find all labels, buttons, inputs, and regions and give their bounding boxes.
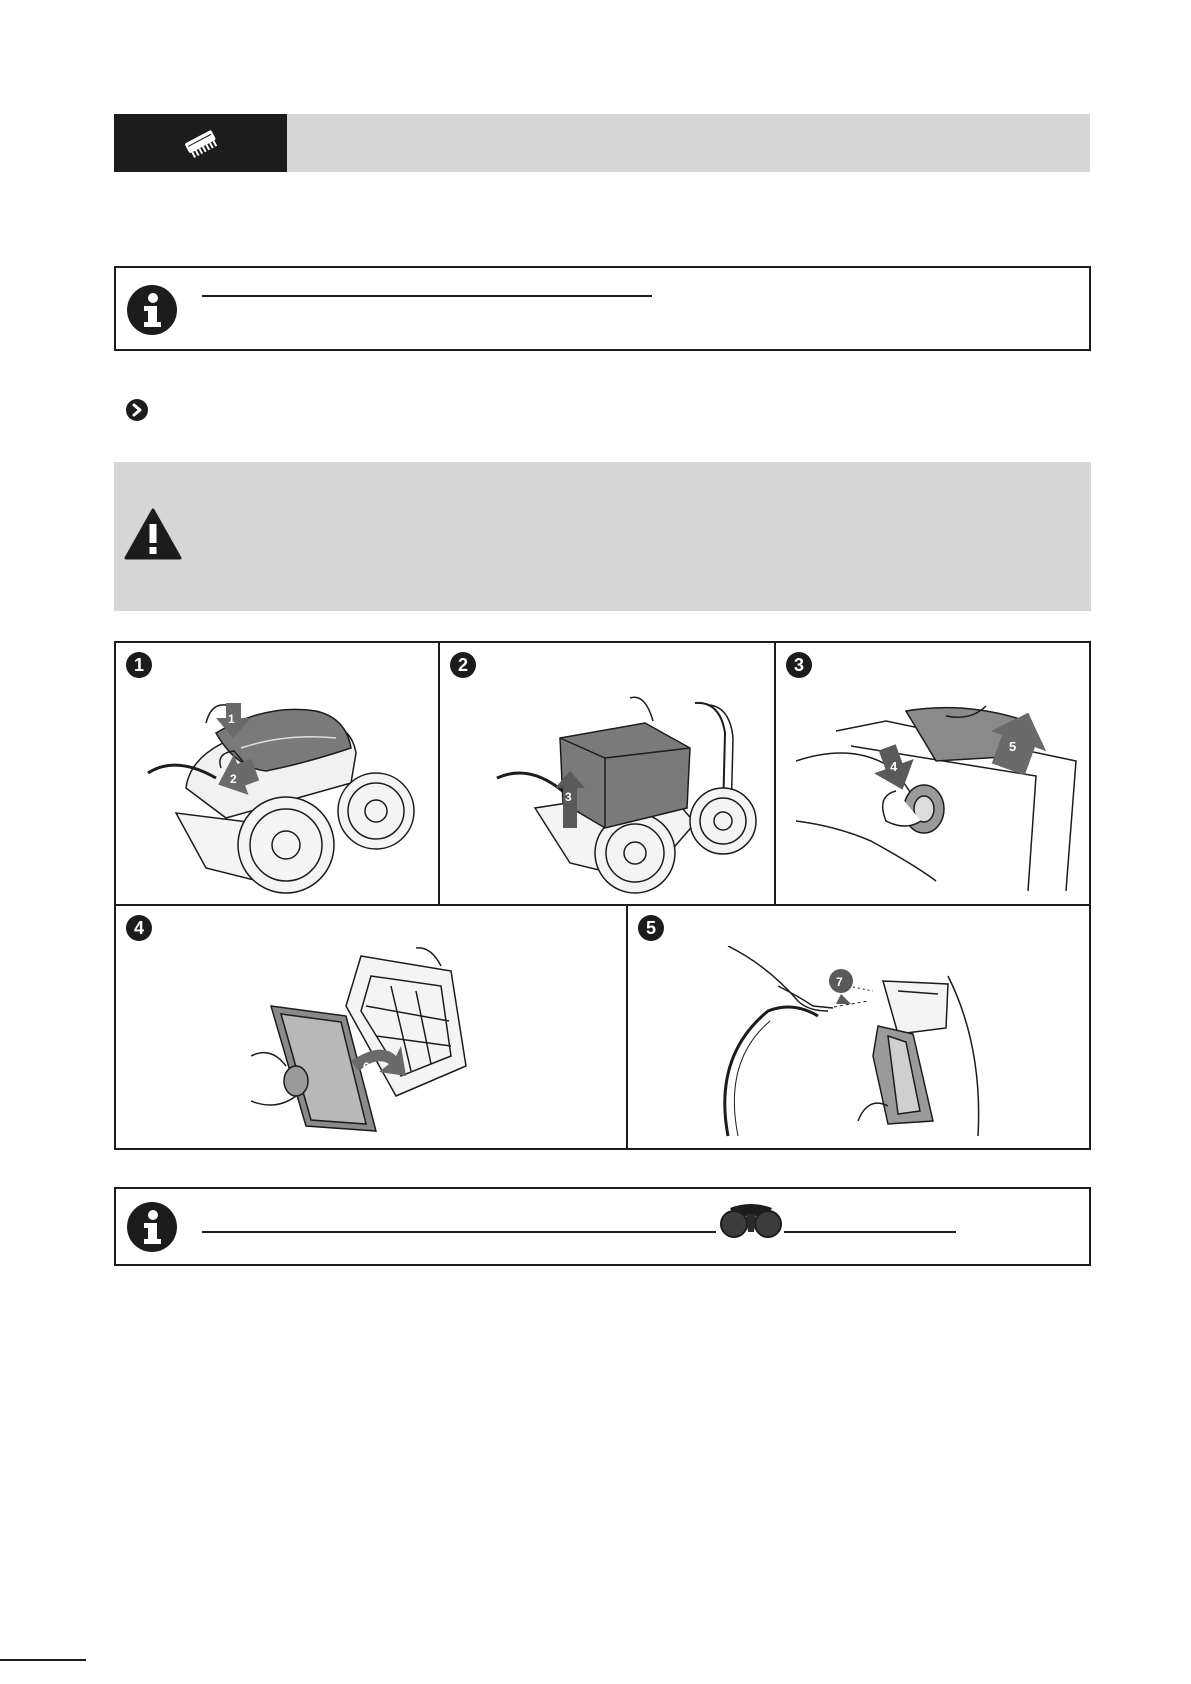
warning-triangle-icon (124, 507, 182, 561)
filter-open-illustration (251, 946, 491, 1144)
callout-label: 2 (230, 772, 237, 786)
step-5-panel (628, 906, 1089, 1148)
step-3-panel (776, 643, 1089, 904)
filter-unlatch-illustration (796, 691, 1081, 901)
redacted-text-line (784, 1231, 956, 1233)
step-4-panel (116, 906, 626, 1148)
section-header-icon-box (114, 114, 287, 172)
step-badge: 5 (638, 915, 664, 941)
footer-rule (0, 1659, 86, 1661)
step-1-panel (116, 643, 438, 904)
callout-label: 3 (565, 790, 572, 804)
chevron-right-circle-icon (126, 399, 148, 421)
step-badge: 3 (786, 652, 812, 678)
redacted-text-line (202, 1231, 716, 1233)
info-icon (126, 284, 178, 336)
cleaning-steps-grid (114, 641, 1091, 1150)
robot-wheels-icon (718, 1202, 784, 1238)
warning-band (114, 462, 1091, 611)
callout-label: 5 (1009, 739, 1017, 754)
step-badge: 4 (126, 915, 152, 941)
callout-label: 4 (890, 759, 898, 774)
filter-rinse-illustration (708, 946, 983, 1144)
step-badge: 2 (450, 652, 476, 678)
callout-label: 1 (228, 712, 235, 726)
step-2-panel (440, 643, 774, 904)
info-note-box (114, 266, 1091, 351)
step-badge: 1 (126, 652, 152, 678)
redacted-text-line (202, 295, 652, 297)
callout-label: 6 (363, 1060, 370, 1074)
brush-icon (182, 127, 220, 159)
info-icon (126, 1201, 178, 1253)
info-note-box (114, 1187, 1091, 1266)
filter-removal-illustration (495, 693, 765, 898)
robot-cover-open-illustration (146, 693, 426, 898)
callout-label: 7 (836, 975, 843, 989)
